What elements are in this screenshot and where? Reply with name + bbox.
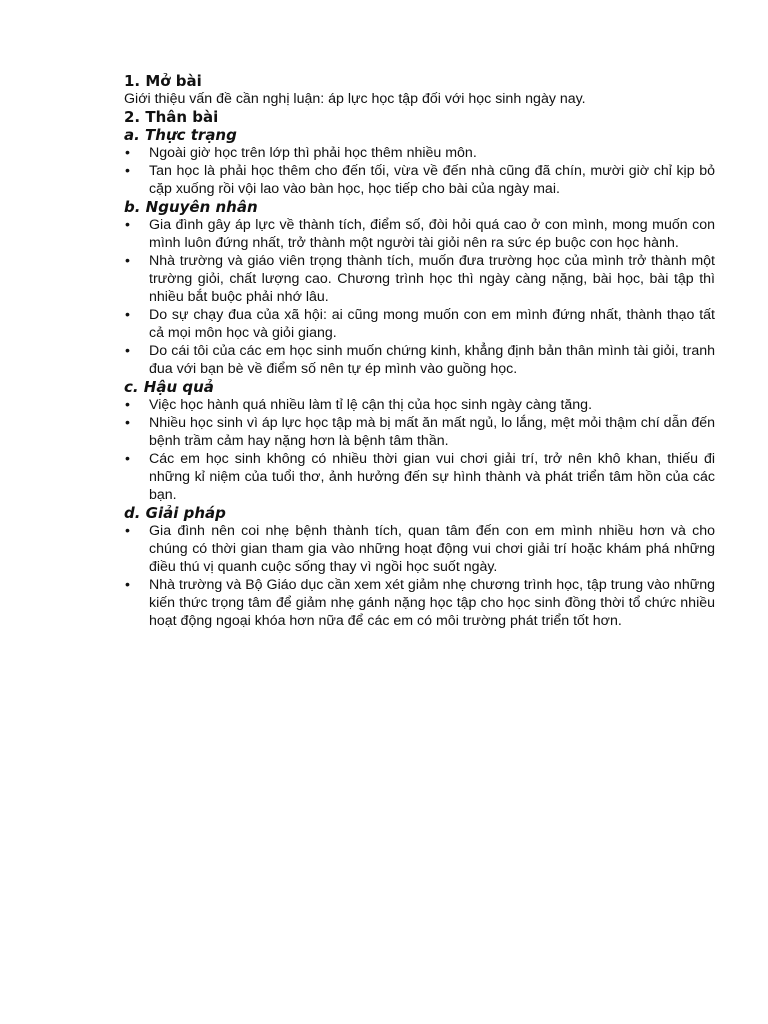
list-item: • Gia đình nên coi nhẹ bệnh thành tích, quan tâm đến con em mình nhiều hơn và cho chúng có thời gian tham gia vào những hoạt động vui chơi giải trí hoặc khám phá những điều thú vị quanh cuộc sống thay vì ngồi học suốt ngày. [124,522,715,576]
list-item: • Ngoài giờ học trên lớp thì phải học thêm nhiều môn. [124,144,715,162]
list-item: • Nhà trường và giáo viên trọng thành tích, muốn đưa trường học của mình trở thành một trường giỏi, chất lượng cao. Chương trình học thì ngày càng nặng, bài học, bài tập thì nhiều bắt buộc phải nhớ lâu. [124,252,715,306]
list-thuc-trang [124,144,715,198]
heading-thuc-trang: a. Thực trạng [124,126,237,144]
list-item: • Việc học hành quá nhiều làm tỉ lệ cận thị của học sinh ngày càng tăng. [124,396,715,414]
heading-hau-qua: c. Hậu quả [124,378,214,396]
list-item: • Gia đình gây áp lực về thành tích, điểm số, đòi hỏi quá cao ở con mình, mong muốn con mình luôn đứng nhất, trở thành một người tài giỏi nên ra sức ép buộc con học hành. [124,216,715,252]
list-item: • Do cái tôi của các em học sinh muốn chứng kinh, khẳng định bản thân mình tài giỏi, tranh đua với bạn bè về điểm số nên tự ép mình vào guồng học. [124,342,715,378]
list-item: • Nhà trường và Bộ Giáo dục cần xem xét giảm nhẹ chương trình học, tập trung vào những kiến thức trọng tâm để giảm nhẹ gánh nặng học tập cho học sinh đồng thời tổ chức nhiều hoạt động ngoại khóa hơn nữa để các em có môi trường phát triển tốt hơn. [124,576,715,630]
heading-nguyen-nhan: b. Nguyên nhân [124,198,258,216]
heading-than-bai: 2. Thân bài [124,108,219,126]
list-nguyen-nhan [124,216,715,378]
document-page [124,72,715,630]
list-item: • Các em học sinh không có nhiều thời gian vui chơi giải trí, trở nên khô khan, thiếu đi những kỉ niệm của tuổi thơ, ảnh hưởng đến sự hình thành và phát triển tâm hồn của các bạn. [124,450,715,504]
list-giai-phap [124,522,715,630]
heading-giai-phap: d. Giải pháp [124,504,226,522]
list-item: • Tan học là phải học thêm cho đến tối, vừa về đến nhà cũng đã chín, mười giờ chỉ kịp bỏ cặp xuống rồi vội lao vào bàn học, học tiếp cho bài của ngày mai. [124,162,715,198]
list-item: • Do sự chạy đua của xã hội: ai cũng mong muốn con em mình đứng nhất, thành thạo tất cả mọi môn học và giỏi giang. [124,306,715,342]
heading-mo-bai: 1. Mở bài [124,72,202,90]
list-hau-qua [124,396,715,504]
list-item: • Nhiều học sinh vì áp lực học tập mà bị mất ăn mất ngủ, lo lắng, mệt mỏi thậm chí dẫn đến bệnh trầm cảm hay nặng hơn là bệnh tâm thần. [124,414,715,450]
intro-paragraph: Giới thiệu vấn đề cần nghị luận: áp lực học tập đối với học sinh ngày nay. [124,91,586,107]
